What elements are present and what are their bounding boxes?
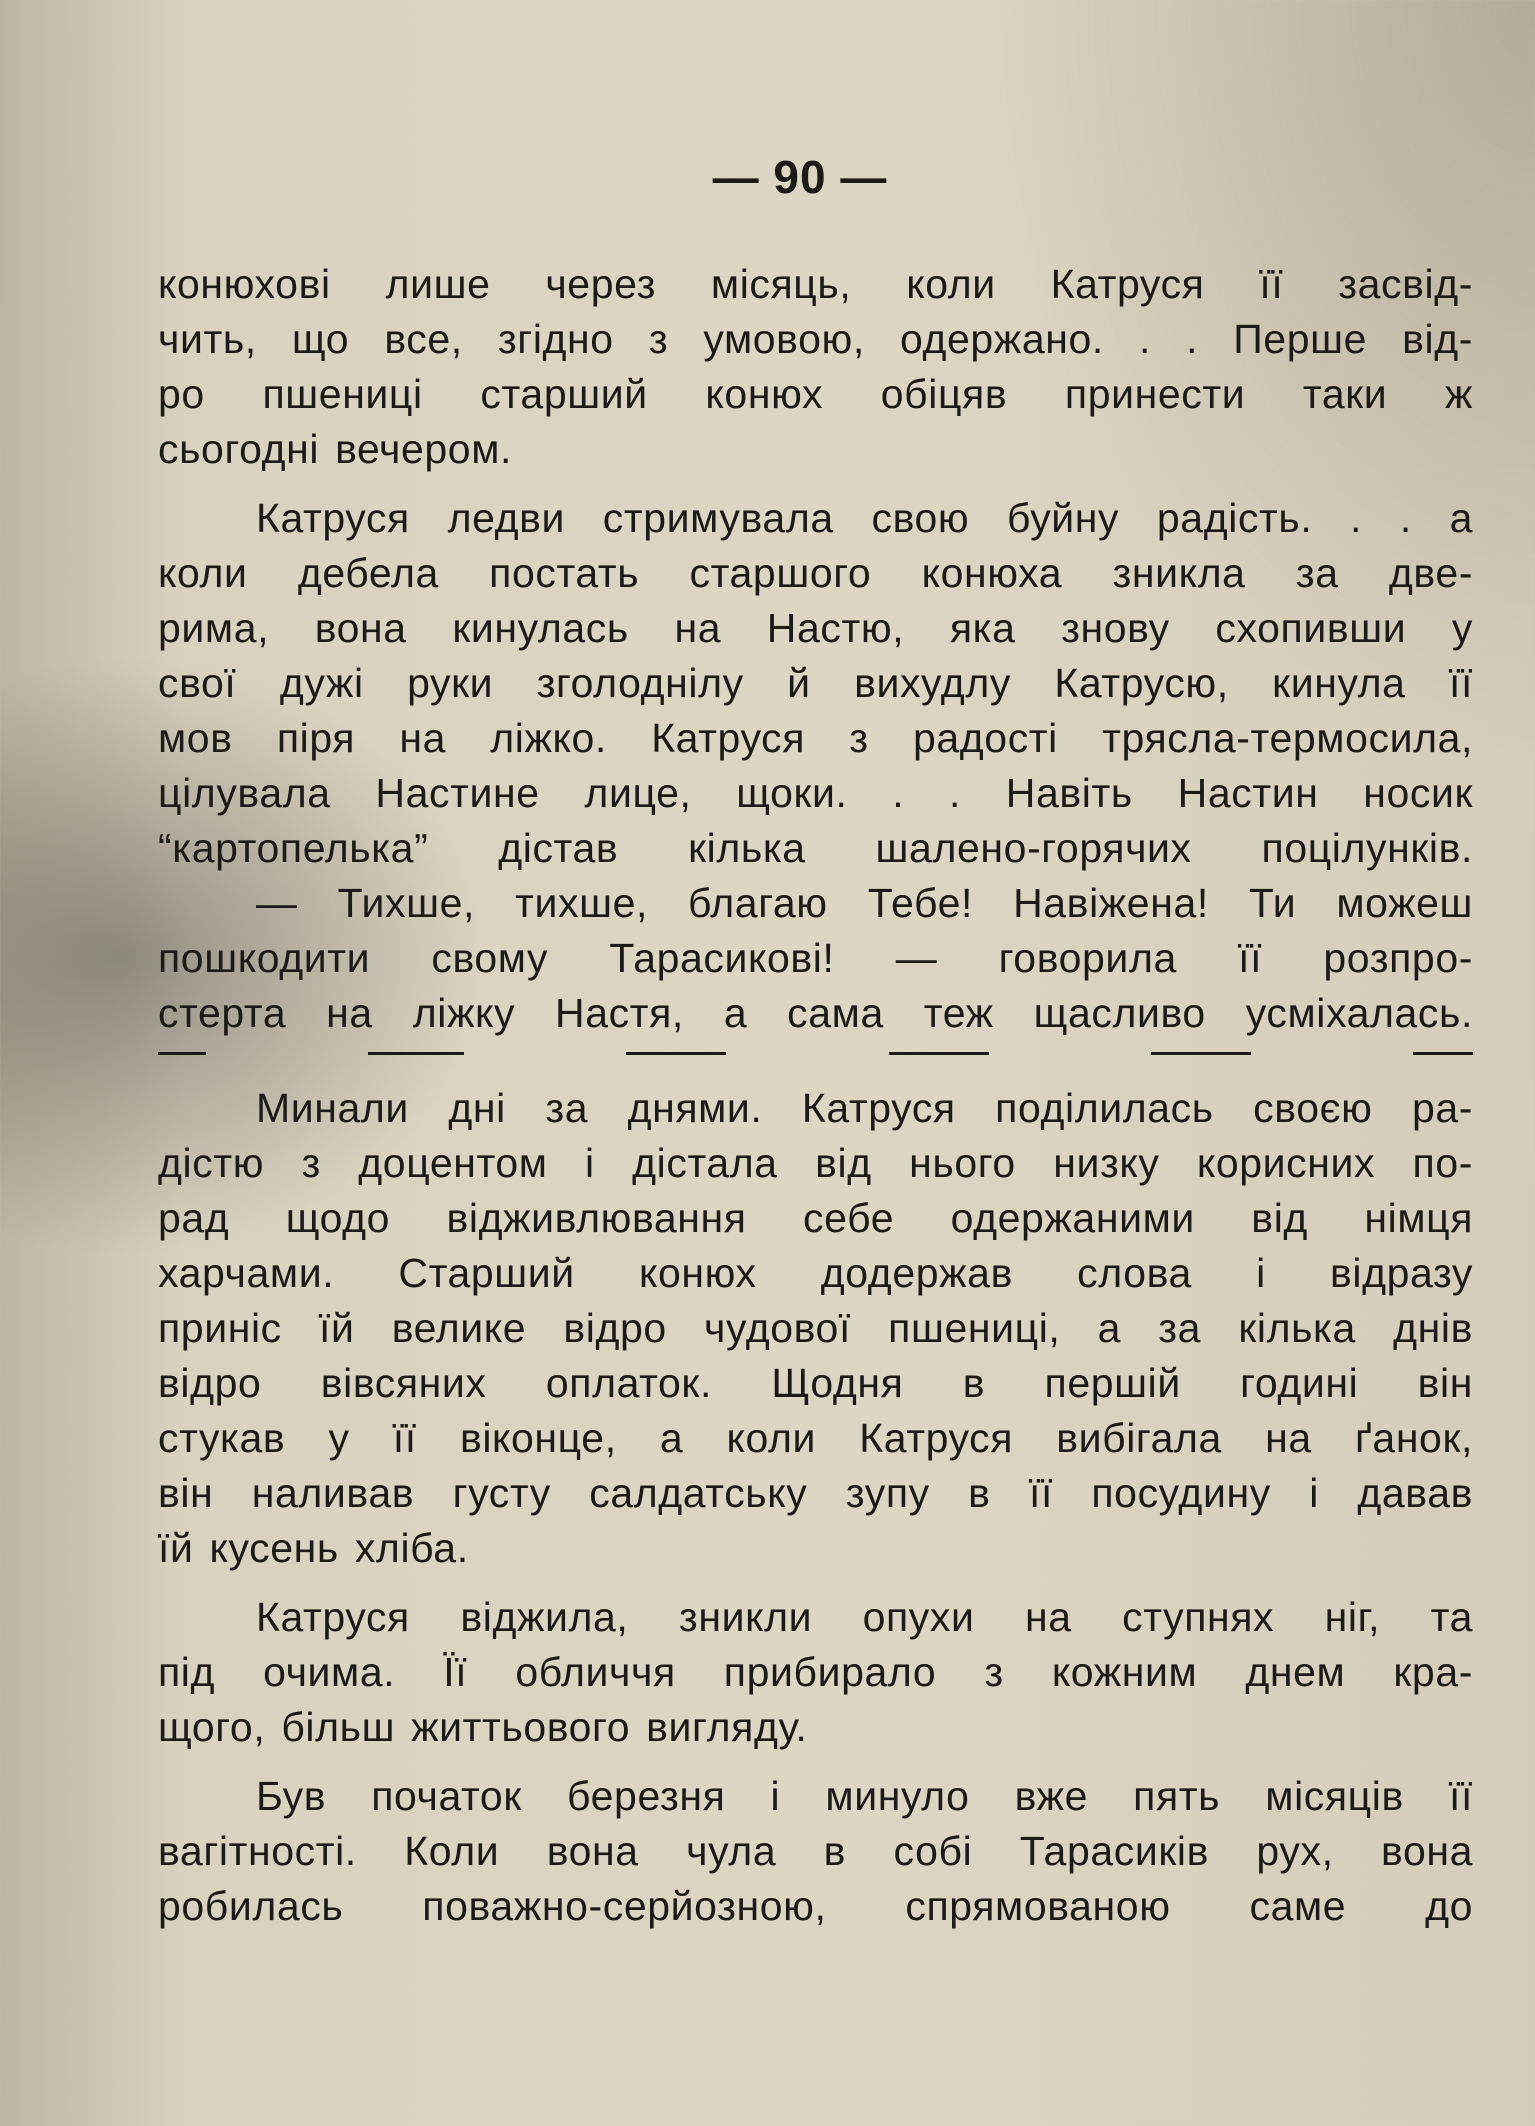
text-line: щого, більш життьового вигляду. bbox=[158, 1704, 808, 1750]
paragraph bbox=[158, 1769, 1473, 1934]
separator-dash bbox=[626, 1052, 726, 1055]
separator-dash bbox=[1413, 1052, 1473, 1055]
text-line: вагітності. Коли вона чула в собі Тарасиків рух, вона bbox=[158, 1828, 1473, 1874]
page-number: — 90 — bbox=[712, 151, 888, 203]
paragraph bbox=[158, 257, 1473, 477]
paragraph bbox=[158, 1081, 1473, 1576]
separator-dash bbox=[368, 1052, 464, 1055]
text-line: відро вівсяних оплаток. Щодня в першій годині він bbox=[158, 1360, 1473, 1406]
text-line: харчами. Старший конюх додержав слова і відразу bbox=[158, 1250, 1473, 1296]
text-line: Катруся віджила, зникли опухи на ступнях ніг, та bbox=[256, 1594, 1473, 1640]
text-line: чить, що все, згідно з умовою, одержано. . . Перше від- bbox=[158, 316, 1473, 362]
separator-dash bbox=[158, 1052, 206, 1055]
text-line: дістю з доцентом і дістала від нього низку корисних по- bbox=[158, 1140, 1473, 1186]
paragraph bbox=[158, 1590, 1473, 1755]
text-line: мов піря на ліжко. Катруся з радості трясла-термосила, bbox=[158, 715, 1473, 761]
text-line: рад щодо відживлювання себе одержаними від німця bbox=[158, 1195, 1473, 1241]
text-line: Був початок березня і минуло вже пять місяців її bbox=[256, 1773, 1473, 1819]
text-line: ро пшениці старший конюх обіцяв принести таки ж bbox=[158, 371, 1473, 417]
text-line: під очима. Її обличчя прибирало з кожним днем кра- bbox=[158, 1649, 1473, 1695]
text-line: приніс їй велике відро чудової пшениці, а за кілька днів bbox=[158, 1305, 1473, 1351]
text-line: коли дебела постать старшого конюха зникла за две- bbox=[158, 550, 1473, 596]
text-line: їй кусень хліба. bbox=[158, 1525, 469, 1571]
text-line: конюхові лише через місяць, коли Катруся її засвід- bbox=[158, 261, 1473, 307]
text-line: рима, вона кинулась на Настю, яка знову схопивши у bbox=[158, 605, 1473, 651]
text-line: свої дужі руки зголоднілу й вихудлу Катрусю, кинула її bbox=[158, 660, 1473, 706]
text-line: Минали дні за днями. Катруся поділилась своєю ра- bbox=[256, 1085, 1473, 1131]
text-line: робилась поважно-серйозною, спрямованою саме до bbox=[158, 1883, 1473, 1929]
text-line: Катруся ледви стримувала свою буйну радість. . . а bbox=[256, 495, 1473, 541]
text-line: “картопелька” дістав кілька шалено-горячих поцілунків. bbox=[158, 825, 1473, 871]
text-line: стукав у її віконце, а коли Катруся вибігала на ґанок, bbox=[158, 1415, 1473, 1461]
paragraph bbox=[158, 876, 1473, 1041]
text-line: пошкодити свому Тарасикові! — говорила її розпро- bbox=[158, 935, 1473, 981]
text-line: цілувала Настине лице, щоки. . . Навіть Настин носик bbox=[158, 770, 1473, 816]
separator-dash bbox=[889, 1052, 989, 1055]
text-line: стерта на ліжку Настя, а сама теж щасливо усміхалась. bbox=[158, 990, 1473, 1036]
paragraph bbox=[158, 491, 1473, 876]
separator-dash bbox=[1151, 1052, 1251, 1055]
body-text bbox=[158, 257, 1473, 1934]
text-line: — Тихше, тихше, благаю Тебе! Навіжена! Ти можеш bbox=[256, 880, 1473, 926]
text-line: він наливав густу салдатську зупу в її посудину і давав bbox=[158, 1470, 1473, 1516]
text-line: сьогодні вечером. bbox=[158, 426, 512, 472]
